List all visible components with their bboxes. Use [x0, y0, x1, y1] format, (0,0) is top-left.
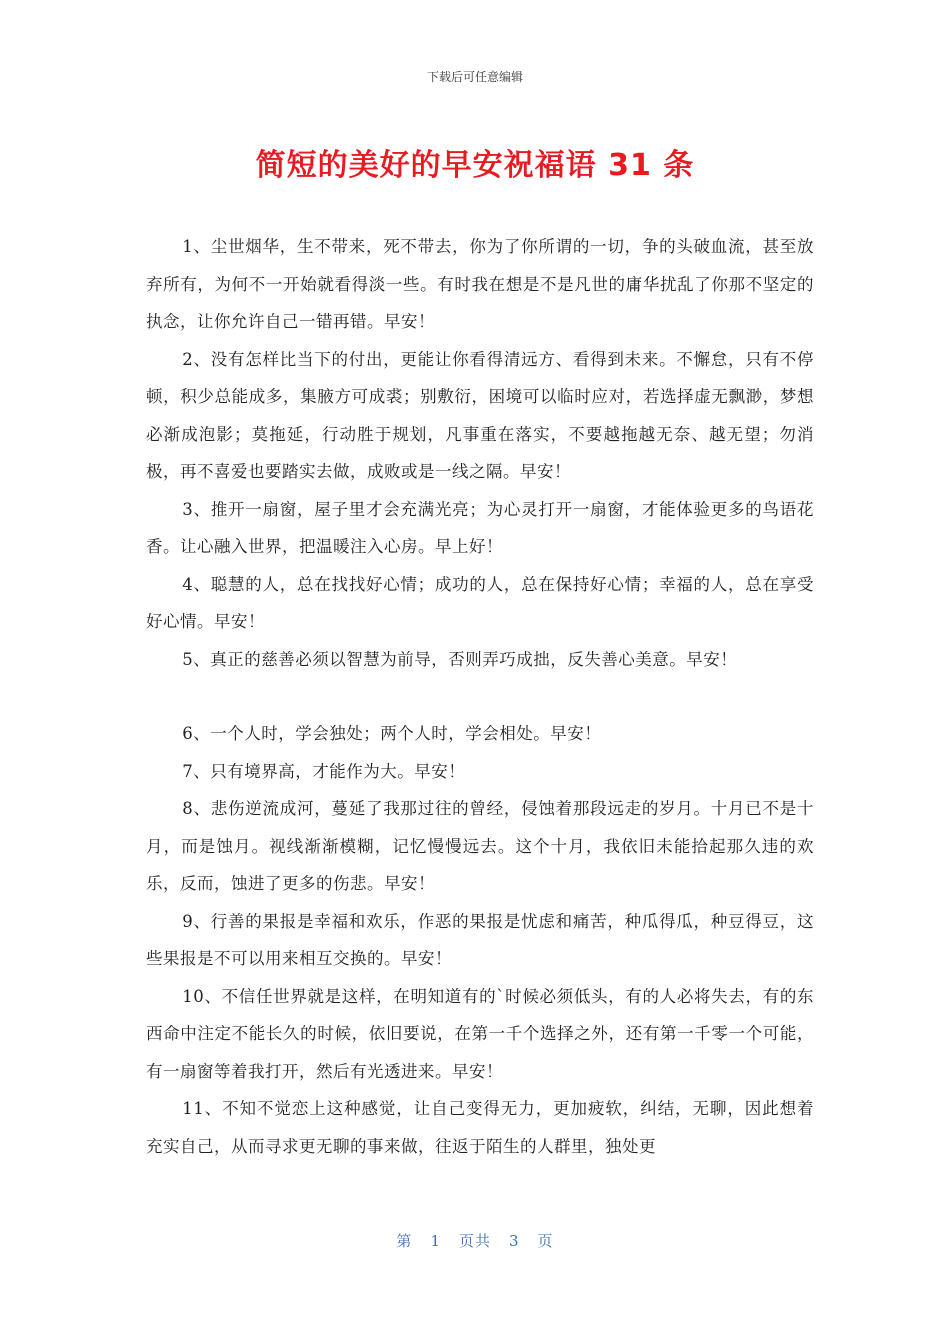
paragraph-gap [146, 678, 814, 715]
paragraph-11: 11、不知不觉恋上这种感觉，让自己变得无力，更加疲软，纠结，无聊，因此想着充实自己，从而寻求更无聊的事来做，往返于陌生的人群里，独处更 [146, 1099, 814, 1156]
paragraph-6: 6、一个人时，学会独处；两个人时，学会相处。早安！ [182, 724, 602, 743]
paragraph-1: 1、尘世烟华，生不带来，死不带去，你为了你所谓的一切，争的头破血流，甚至放弃所有，为何不一开始就看得淡一些。有时我在想是不是凡世的庸华扰乱了你那不坚定的执念，让你允许自己一错再错。早安！ [146, 237, 814, 331]
paragraph-2: 2、没有怎样比当下的付出，更能让你看得清远方、看得到未来。不懈怠，只有不停顿，积少总能成多，集腋方可成裘；别敷衍，困境可以临时应对，若选择虚无飘渺，梦想必渐成泡影；莫拖延，行动胜于规划，凡事重在落实，不要越拖越无奈、越无望；勿消极，再不喜爱也要踏实去做，成败或是一线之隔。早安！ [146, 349, 814, 481]
paragraph-4: 4、聪慧的人，总在找找好心情；成功的人，总在保持好心情；幸福的人，总在享受好心情。早安！ [146, 574, 814, 631]
document-body [146, 228, 814, 1165]
paragraph-3: 3、推开一扇窗，屋子里才会充满光亮；为心灵打开一扇窗，才能体验更多的鸟语花香。让心融入世界，把温暖注入心房。早上好！ [146, 499, 814, 556]
paragraph-7: 7、只有境界高，才能作为大。早安！ [182, 761, 466, 781]
footer-current-page: 1 [430, 1232, 441, 1250]
paragraph-9: 9、行善的果报是幸福和欢乐，作恶的果报是忧虑和痛苦，种瓜得瓜，种豆得豆，这些果报是不可以用来相互交换的。早安！ [146, 911, 814, 968]
header-note: 下载后可任意编辑 [426, 70, 523, 84]
footer-prefix: 第 [396, 1232, 413, 1250]
paragraph-5: 5、真正的慈善必须以智慧为前导，否则弄巧成拙，反失善心美意。早安！ [182, 649, 738, 669]
footer-suffix: 页 [537, 1232, 554, 1250]
paragraph-8: 8、悲伤逆流成河，蔓延了我那过往的曾经，侵蚀着那段远走的岁月。十月已不是十月，而是蚀月。视线渐渐模糊，记忆慢慢远去。这个十月，我依旧未能拾起那久违的欢乐，反而，蚀进了更多的伤悲。早安！ [146, 799, 814, 893]
footer-mid: 页共 [458, 1232, 491, 1250]
document-title: 简短的美好的早安祝福语 31 条 [255, 148, 695, 183]
paragraph-10: 10、不信任世界就是这样，在明知道有的`时候必须低头，有的人必将失去，有的东西命中注定不能长久的时候，依旧要说，在第一千个选择之外，还有第一千零一个可能，有一扇窗等着我打开，然后有光透进来。早安！ [146, 986, 814, 1081]
footer-total-pages: 3 [509, 1232, 520, 1250]
page-footer [0, 1230, 950, 1251]
